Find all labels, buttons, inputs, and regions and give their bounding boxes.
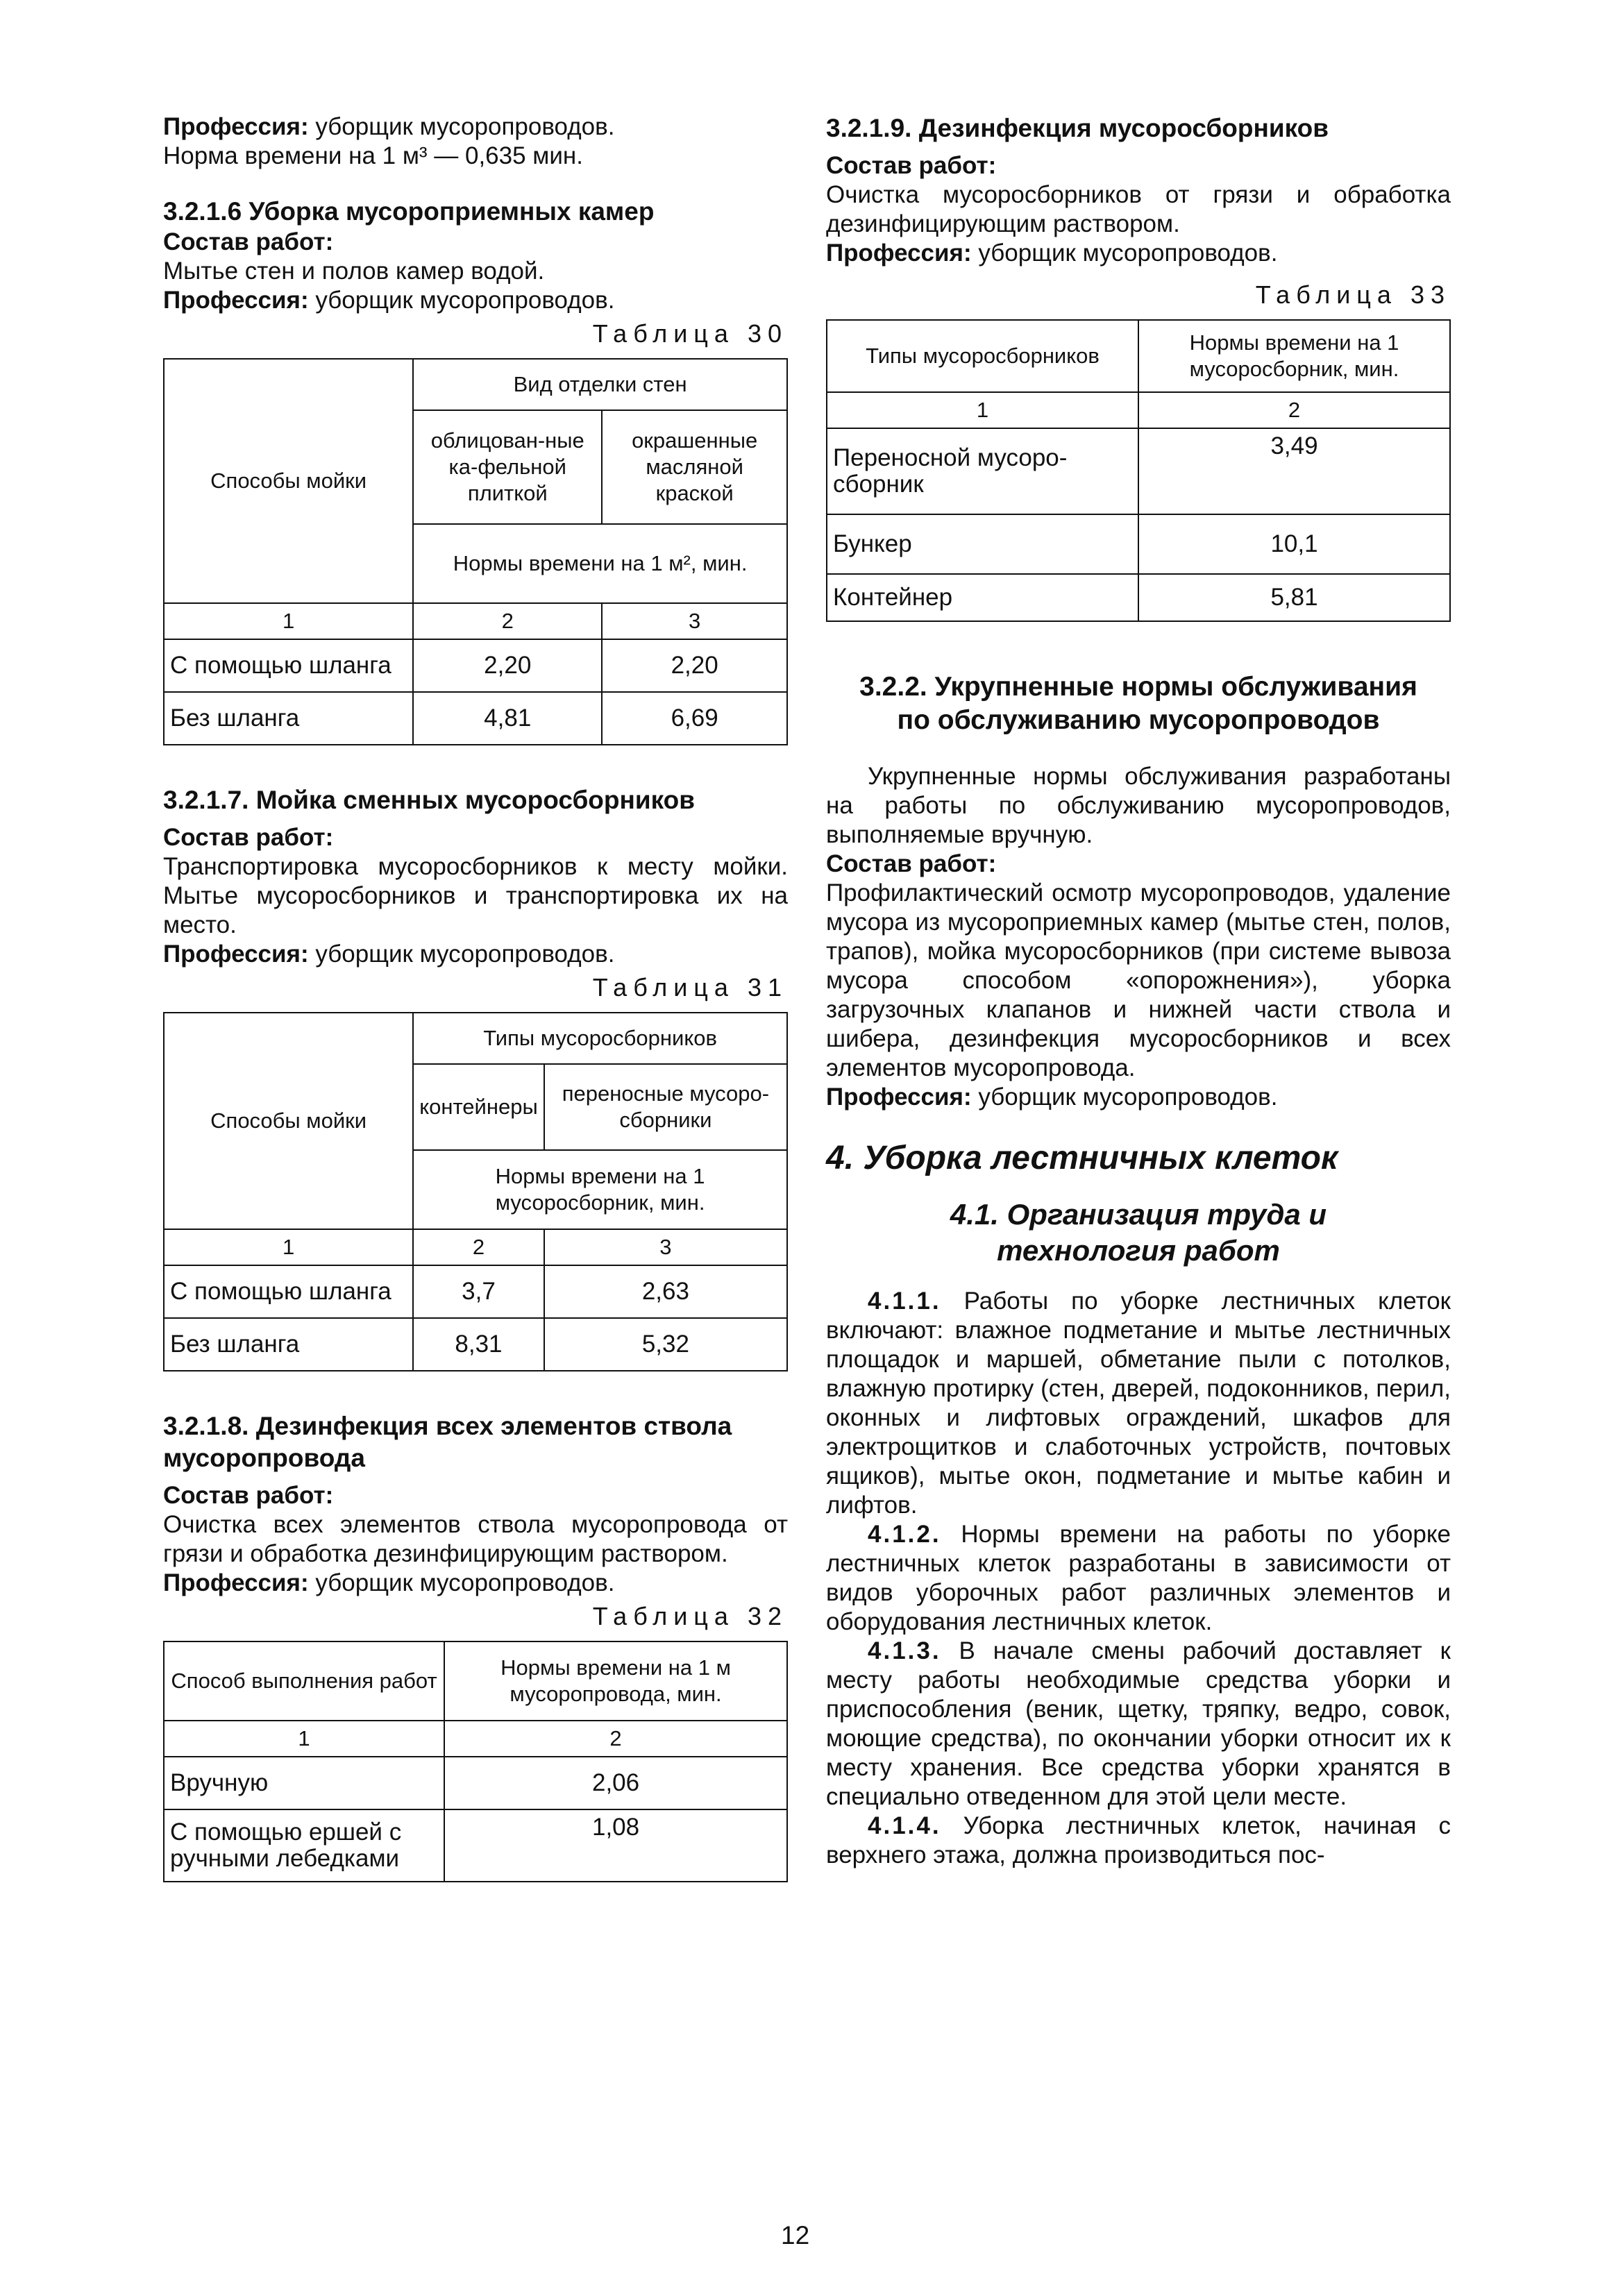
header-cell: переносные мусоро-сборники [544,1064,787,1150]
table-row: Вручную 2,06 [164,1757,787,1809]
table-caption: Таблица 32 [592,1602,788,1630]
section-3218-title: 3.2.1.8. Дезинфекция всех элементов ствола мусоропровода [163,1412,732,1472]
intro-paragraph: Укрупненные нормы обслуживания разработаны на работы по обслуживанию мусоропроводов, выполняемые вручную. [826,763,1451,848]
section-322-title: 3.2.2. Укрупненные нормы обслуживания по обслуживанию мусоропроводов [859,672,1417,735]
table-row: 1 2 3 [164,1229,787,1265]
table-row: Бункер 10,1 [827,514,1450,574]
header-cell: облицован-ные ка-фельной плиткой [413,410,602,524]
page-number: 12 [781,2221,810,2249]
paragraph-413: 4.1.3. В начале смены рабочий доставляет к месту работы необходимые средства уборки и приспособления (веник, щетку, тряпку, ведро, совок, моющие средства), по окончании уборки относит их к месту хранения. Все средства уборки хранятся в специально отведенном для этой цели месте. [826,1637,1451,1810]
header-cell: Способ выполнения работ [164,1641,444,1721]
sostav-text: Мытье стен и полов камер водой. [163,258,545,285]
table-row: С помощью ершей с ручными лебедками 1,08 [164,1809,787,1882]
right-column [826,112,1451,1870]
profession-line: Профессия: уборщик мусоропроводов. [163,940,615,968]
sostav-text: Очистка всех элементов ствола мусоропровода от грязи и обработка дезинфицирующим раствором. [163,1511,788,1567]
table-caption: Таблица 30 [592,319,788,348]
norm-line: Норма времени на 1 м³ — 0,635 мин. [163,142,583,169]
table-row: С помощью шланга 2,20 2,20 [164,639,787,692]
table-31 [163,1012,788,1371]
section-3219-title: 3.2.1.9. Дезинфекция мусоросборников [826,114,1329,142]
profession-line: Профессия: уборщик мусоропроводов. [163,287,615,314]
header-cell: Нормы времени на 1 мусоросборник, мин. [1138,320,1450,392]
table-caption: Таблица 33 [1255,280,1451,309]
sostav-label: Состав работ: [163,1482,334,1509]
profession-line: Профессия: уборщик мусоропроводов. [826,239,1278,267]
table-row: Контейнер 5,81 [827,574,1450,621]
table-30 [163,358,788,745]
header-cell: Способы мойки [164,1013,413,1229]
sostav-text: Очистка мусоросборников от грязи и обработка дезинфицирующим раствором. [826,181,1451,237]
header-cell: Типы мусоросборников [413,1013,787,1064]
header-cell: окрашенные масляной краской [602,410,787,524]
table-row: Переносной мусоро-сборник 3,49 [827,428,1450,514]
section-41-title: 4.1. Организация труда и технология работ [950,1198,1327,1267]
header-cell: Нормы времени на 1 м мусоропровода, мин. [444,1641,787,1721]
profession-line: Профессия: уборщик мусоропроводов. [163,1569,615,1596]
table-32 [163,1641,788,1882]
sostav-label: Состав работ: [163,824,334,851]
header-cell: контейнеры [413,1064,544,1150]
table-row: С помощью шланга 3,7 2,63 [164,1265,787,1318]
sostav-label: Состав работ: [826,152,997,179]
header-cell: Типы мусоросборников [827,320,1138,392]
paragraph-412: 4.1.2. Нормы времени на работы по уборке лестничных клеток разработаны в зависимости от видов уборочных работ различных элементов и оборудования лестничных клеток. [826,1521,1451,1635]
header-cell: Вид отделки стен [413,359,787,410]
table-row: 1 2 [164,1721,787,1757]
header-cell: Способы мойки [164,359,413,603]
header-cell: Нормы времени на 1 м², мин. [413,524,787,603]
left-column [163,112,788,1882]
sostav-text: Профилактический осмотр мусоропроводов, удаление мусора из мусороприемных камер (мытье стен, полов, трапов), мойка мусоросборников (при системе вывоза мусора способом «опорожнения»), уборка загрузочных клапанов и нижней части ствола и шибера, дезинфекция мусоросборников и всех элементов мусоропровода. [826,879,1451,1081]
table-row: Без шланга 4,81 6,69 [164,692,787,745]
paragraph-411: 4.1.1. Работы по уборке лестничных клеток включают: влажное подметание и мытье лестничных площадок и маршей, обметание пыли с потолков, влажную протирку (стен, дверей, подоконников, перил, оконных и лифтовых ограждений, шкафов для электрощитков и слаботочных устройств, почтовых ящиков), мытье окон, подметание и мытье кабин и лифтов. [826,1288,1451,1519]
profession-line: Профессия: уборщик мусоропроводов. [826,1083,1278,1111]
profession-line: Профессия: уборщик мусоропроводов. [163,113,615,140]
section-3216-title: 3.2.1.6 Уборка мусороприемных камер [163,197,655,226]
sostav-text: Транспортировка мусоросборников к месту мойки. Мытье мусоросборников и транспортировка их на место. [163,853,788,938]
table-33 [826,319,1451,622]
table-row: Без шланга 8,31 5,32 [164,1318,787,1371]
paragraph-414: 4.1.4. Уборка лестничных клеток, начиная с верхнего этажа, должна производиться пос- [826,1812,1451,1868]
header-cell: Нормы времени на 1 мусоросборник, мин. [413,1150,787,1229]
sostav-label: Состав работ: [826,850,997,877]
sostav-label: Состав работ: [163,228,334,255]
table-row: 1 2 3 [164,603,787,639]
chapter-4-title: 4. Уборка лестничных клеток [826,1140,1338,1176]
section-3217-title: 3.2.1.7. Мойка сменных мусоросборников [163,786,695,814]
table-caption: Таблица 31 [592,973,788,1002]
table-row: 1 2 [827,392,1450,428]
